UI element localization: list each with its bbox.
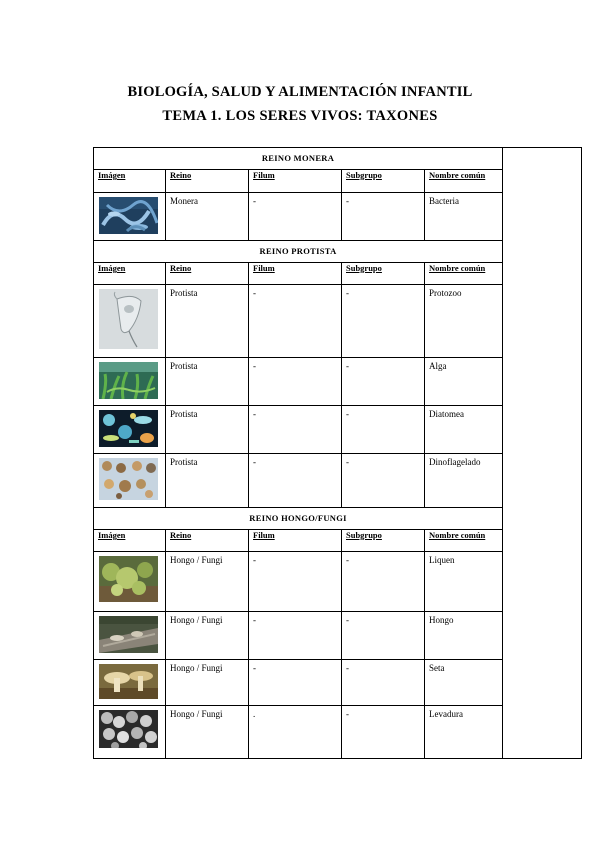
col-header-reino: Reino	[166, 170, 249, 193]
diatomea-image	[94, 406, 166, 454]
filum-cell: -	[253, 457, 256, 467]
col-header-subgrupo: Subgrupo	[342, 170, 425, 193]
section-title-monera: REINO MONERA	[94, 148, 503, 170]
seta-image	[94, 660, 166, 706]
reino-cell: Protista	[170, 409, 198, 419]
filum-cell: -	[253, 361, 256, 371]
filum-cell: -	[253, 615, 256, 625]
nombre-cell: Dinoflagelado	[429, 457, 481, 467]
subgrupo-cell: -	[346, 288, 349, 298]
liquen-image	[94, 552, 166, 612]
hongo-image	[94, 612, 166, 660]
col-header-imagen: Imágen	[94, 170, 166, 193]
filum-cell: -	[253, 663, 256, 673]
filum-cell: -	[253, 555, 256, 565]
nombre-cell: Alga	[429, 361, 447, 371]
side-column	[503, 148, 582, 759]
subgrupo-cell: -	[346, 555, 349, 565]
col-header-filum: Filum	[249, 170, 342, 193]
filum-cell: -	[253, 409, 256, 419]
col-header-nombre: Nombre común	[425, 170, 503, 193]
nombre-cell: Diatomea	[429, 409, 464, 419]
nombre-cell: Hongo	[429, 615, 454, 625]
col-header-filum: Filum	[249, 530, 342, 552]
subgrupo-cell: -	[346, 709, 349, 719]
subgrupo-cell: -	[346, 409, 349, 419]
nombre-cell: Liquen	[429, 555, 455, 565]
reino-cell: Monera	[170, 196, 198, 206]
nombre-cell: Protozoo	[429, 288, 462, 298]
section-title-protista: REINO PROTISTA	[94, 241, 503, 263]
nombre-cell: Seta	[429, 663, 445, 673]
col-header-subgrupo: Subgrupo	[342, 530, 425, 552]
reino-cell: Hongo / Fungi	[170, 615, 223, 625]
col-header-reino: Reino	[166, 530, 249, 552]
bacteria-image	[94, 193, 166, 241]
nombre-cell: Levadura	[429, 709, 463, 719]
col-header-reino: Reino	[166, 263, 249, 285]
subgrupo-cell: -	[346, 663, 349, 673]
document-subtitle: TEMA 1. LOS SERES VIVOS: TAXONES	[162, 108, 438, 124]
dinoflagelado-image	[94, 454, 166, 508]
reino-cell: Protista	[170, 457, 198, 467]
filum-cell: .	[253, 709, 256, 719]
filum-cell: -	[253, 196, 256, 206]
col-header-nombre: Nombre común	[425, 263, 503, 285]
filum-cell: -	[253, 288, 256, 298]
nombre-cell: Bacteria	[429, 196, 459, 206]
reino-cell: Protista	[170, 361, 198, 371]
levadura-image	[94, 706, 166, 759]
col-header-filum: Filum	[249, 263, 342, 285]
col-header-imagen: Imágen	[94, 530, 166, 552]
col-header-nombre: Nombre común	[425, 530, 503, 552]
section-title-fungi: REINO HONGO/FUNGI	[94, 508, 503, 530]
subgrupo-cell: -	[346, 196, 349, 206]
col-header-imagen: Imágen	[94, 263, 166, 285]
col-header-subgrupo: Subgrupo	[342, 263, 425, 285]
subgrupo-cell: -	[346, 457, 349, 467]
reino-cell: Hongo / Fungi	[170, 663, 223, 673]
subgrupo-cell: -	[346, 361, 349, 371]
taxa-table	[93, 147, 582, 759]
alga-image	[94, 358, 166, 406]
reino-cell: Hongo / Fungi	[170, 555, 223, 565]
subgrupo-cell: -	[346, 615, 349, 625]
document-title: BIOLOGÍA, SALUD Y ALIMENTACIÓN INFANTIL	[127, 84, 473, 100]
reino-cell: Protista	[170, 288, 198, 298]
protozoo-image	[94, 285, 166, 358]
reino-cell: Hongo / Fungi	[170, 709, 223, 719]
